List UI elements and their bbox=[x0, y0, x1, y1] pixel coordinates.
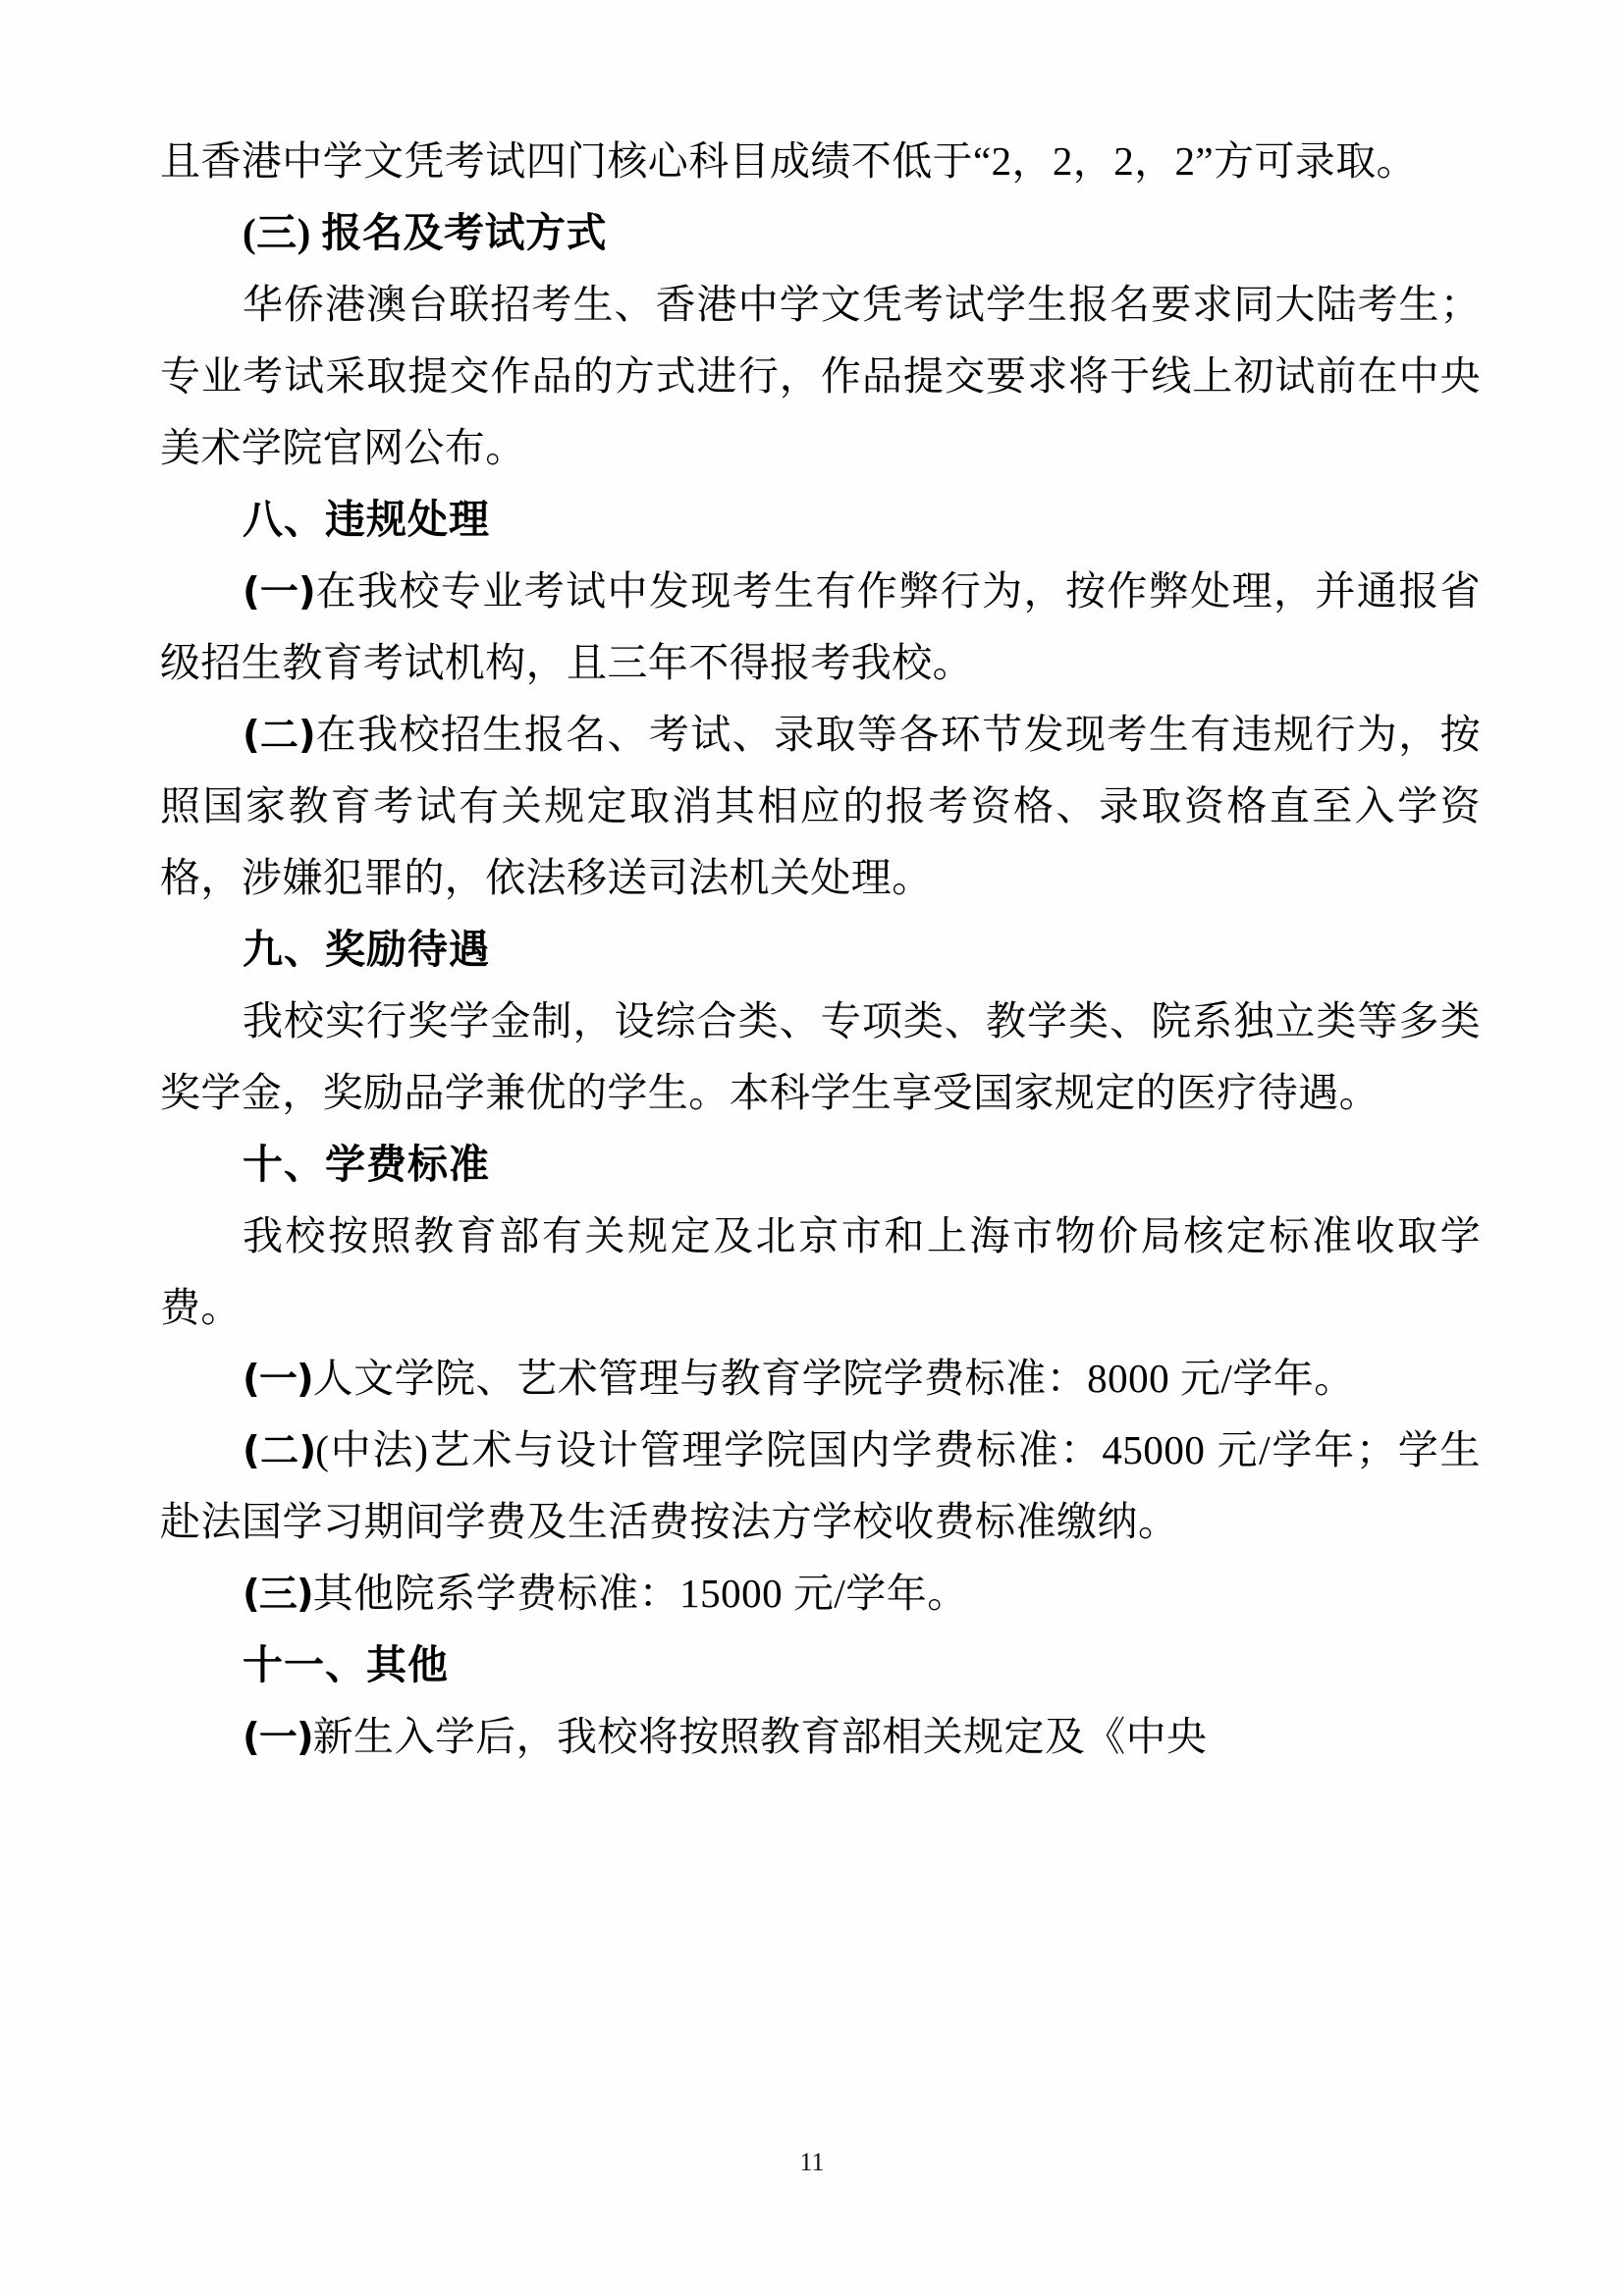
section-heading-tuition-standards: 十、学费标准 bbox=[243, 1140, 490, 1188]
paragraph-text: (中法)艺术与设计管理学院国内学费标准：45000 元/学年；学生赴法国学习期间学费及生活费按法方学校收费标准缴纳。 bbox=[160, 1427, 1481, 1545]
paragraph-registration-details: 华侨港澳台联招考生、香港中学文凭考试学生报名要求同大陆考生；专业考试采取提交作品的方式进行，作品提交要求将于线上初试前在中央美术学院官网公布。 bbox=[160, 281, 1481, 470]
paragraph-tuition-intro: 我校按照教育部有关规定及北京市和上海市物价局核定标准收取学费。 bbox=[160, 1212, 1481, 1330]
paragraph-text: 在我校专业考试中发现考生有作弊行为，按作弊处理，并通报省级招生教育考试机构，且三年不得报考我校。 bbox=[160, 567, 1481, 685]
enumerator-1: (一) bbox=[243, 1358, 313, 1403]
section-heading-violation-handling: 八、违规处理 bbox=[243, 495, 490, 543]
enumerator-3: (三) bbox=[243, 1573, 313, 1618]
paragraph-text: 新生入学后，我校将按照教育部相关规定及《中央 bbox=[312, 1714, 1208, 1760]
paragraph-other-item-1 bbox=[160, 1701, 1481, 1773]
paragraph-tuition-item-2 bbox=[160, 1415, 1481, 1558]
paragraph-violation-item-2 bbox=[160, 699, 1481, 914]
paragraph-tuition-item-1 bbox=[160, 1343, 1481, 1415]
enumerator-1: (一) bbox=[243, 569, 315, 614]
section-heading-scholarship-benefits: 九、奖励待遇 bbox=[243, 925, 490, 973]
enumerator-2: (二) bbox=[243, 713, 315, 758]
paragraph-text: 其他院系学费标准：15000 元/学年。 bbox=[312, 1571, 968, 1617]
paragraph-tuition-item-3 bbox=[160, 1558, 1481, 1629]
section-heading-other: 十一、其他 bbox=[243, 1641, 449, 1689]
paragraph-admission-requirement: 且香港中学文凭考试四门核心科目成绩不低于“2，2，2，2”方可录取。 bbox=[160, 138, 1417, 184]
paragraph-violation-item-1 bbox=[160, 556, 1481, 699]
paragraph-text: 在我校招生报名、考试、录取等各环节发现考生有违规行为，按照国家教育考试有关规定取消其相应的报考资格、录取资格直至入学资格，涉嫌犯罪的，依法移送司法机关处理。 bbox=[160, 711, 1481, 900]
enumerator-2: (二) bbox=[243, 1429, 316, 1474]
paragraph-scholarship-details: 我校实行奖学金制，设综合类、专项类、教学类、院系独立类等多类奖学金，奖励品学兼优的学生。本科学生享受国家规定的医疗待遇。 bbox=[160, 997, 1481, 1115]
paragraph-text: 人文学院、艺术管理与教育学院学费标准：8000 元/学年。 bbox=[312, 1356, 1355, 1402]
page-number: 11 bbox=[799, 2148, 825, 2176]
subheading-registration-and-exam-method: (三) 报名及考试方式 bbox=[243, 209, 608, 255]
enumerator-1: (一) bbox=[243, 1716, 313, 1761]
page-content bbox=[160, 126, 1481, 1773]
